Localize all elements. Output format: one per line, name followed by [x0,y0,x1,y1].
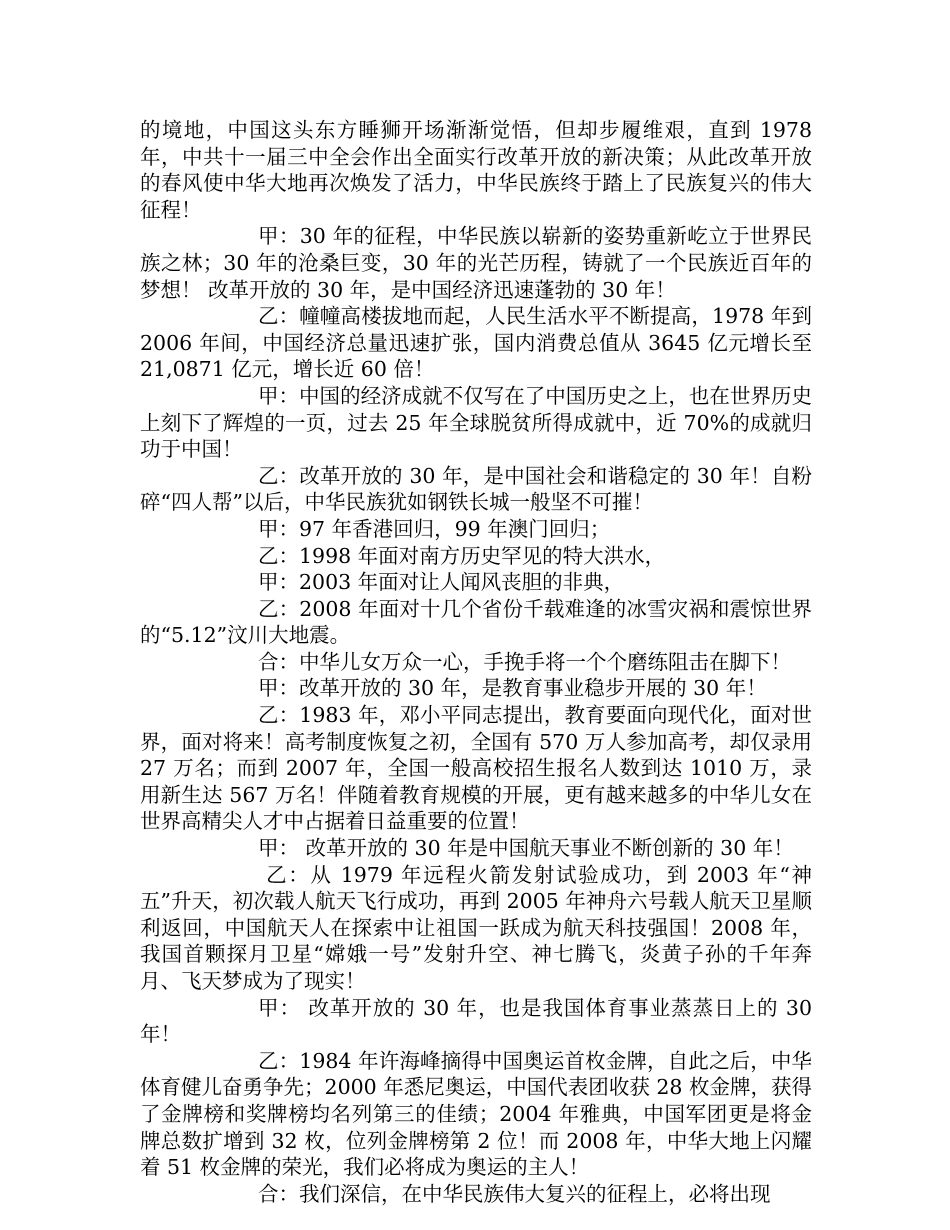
paragraph-yi-space: 乙：从 1979 年远程火箭发射试验成功，到 2003 年“神五”升天，初次载人航天飞行成功，再到 2005 年神舟六号载人航天卫星顺利返回，中国航天人在探索中让祖国一跃成为航天科技强国！2008 年，我国首颗探月卫星“嫦娥一号”发射升空、神七腾飞，炎黄子孙的千年奔月、飞天梦成为了现实！ [140,862,812,993]
paragraph-he-unity: 合：中华儿女万众一心，手挽手将一个个磨练阻击在脚下！ [258,649,791,674]
paragraph-jia-economy-intro: 甲：30 年的征程，中华民族以崭新的姿势重新屹立于世界民族之林；30 年的沧桑巨变，30 年的光芒历程，铸就了一个民族近百年的梦想！ 改革开放的 30 年，是中国经济迅速蓬勃的 30 年！ [140,224,812,302]
paragraph-jia-sports-intro: 甲： 改革开放的 30 年，也是我国体育事业蒸蒸日上的 30 年！ [140,995,819,1047]
paragraph-yi-earthquake: 乙：2008 年面对十几个省份千载难逢的冰雪灾祸和震惊世界的“5.12”汶川大地震。 [140,596,812,648]
paragraph-continuation: 的境地，中国这头东方睡狮开场渐渐觉悟，但却步履维艰，直到 1978 年，中共十一届三中全会作出全面实行改革开放的新决策；从此改革开放的春风使中华大地再次焕发了活力，中华民族终于踏上了民族复兴的伟大征程！ [140,118,819,222]
paragraph-he-conclusion: 合：我们深信，在中华民族伟大复兴的征程上，必将出现 [258,1181,771,1206]
paragraph-yi-economy: 乙：幢幢高楼拔地而起，人民生活水平不断提高，1978 年到 2006 年间，中国经济总量迅速扩张，国内消费总值从 3645 亿元增长至 21,0871 亿元，增长近 60 倍！ [140,304,819,382]
document-page [140,117,819,1207]
paragraph-jia-poverty: 甲：中国的经济成就不仅写在了中国历史之上，也在世界历史上刻下了辉煌的一页，过去 25 年全球脱贫所得成就中，近 70%的成就归功于中国！ [140,383,812,462]
paragraph-yi-stability: 乙：改革开放的 30 年，是中国社会和谐稳定的 30 年！自粉碎“四人帮”以后，中华民族犹如钢铁长城一般坚不可摧！ [140,463,812,515]
paragraph-jia-return: 甲：97 年香港回归，99 年澳门回归； [258,516,611,541]
paragraph-yi-flood: 乙：1998 年面对南方历史罕见的特大洪水， [258,543,666,568]
paragraph-yi-sports: 乙：1984 年许海峰摘得中国奥运首枚金牌，自此之后，中华体育健儿奋勇争先；2000 年悉尼奥运，中国代表团收获 28 枚金牌，获得了金牌榜和奖牌榜均名列第三的佳绩；2004 年雅典，中国军团更是将金牌总数扩增到 32 枚，位列金牌榜第 2 位！而 2008 年，中华大地上闪耀着 51 枚金牌的荣光，我们必将成为奥运的主人！ [140,1048,812,1180]
paragraph-yi-education: 乙：1983 年，邓小平同志提出，教育要面向现代化，面对世界，面对将来！高考制度恢复之初，全国有 570 万人参加高考，却仅录用 27 万名；而到 2007 年，全国一般高校招生报名人数到达 1010 万，录用新生达 567 万名！伴随着教育规模的开展，更有越来越多的中华儿女在世界高精尖人才中占据着日益重要的位置！ [140,703,819,834]
paragraph-jia-space-intro: 甲： 改革开放的 30 年是中国航天事业不断创新的 30 年！ [258,836,794,861]
paragraph-jia-sars: 甲：2003 年面对让人闻风丧胆的非典， [258,570,625,595]
paragraph-jia-education-intro: 甲：改革开放的 30 年，是教育事业稳步开展的 30 年！ [258,676,767,701]
